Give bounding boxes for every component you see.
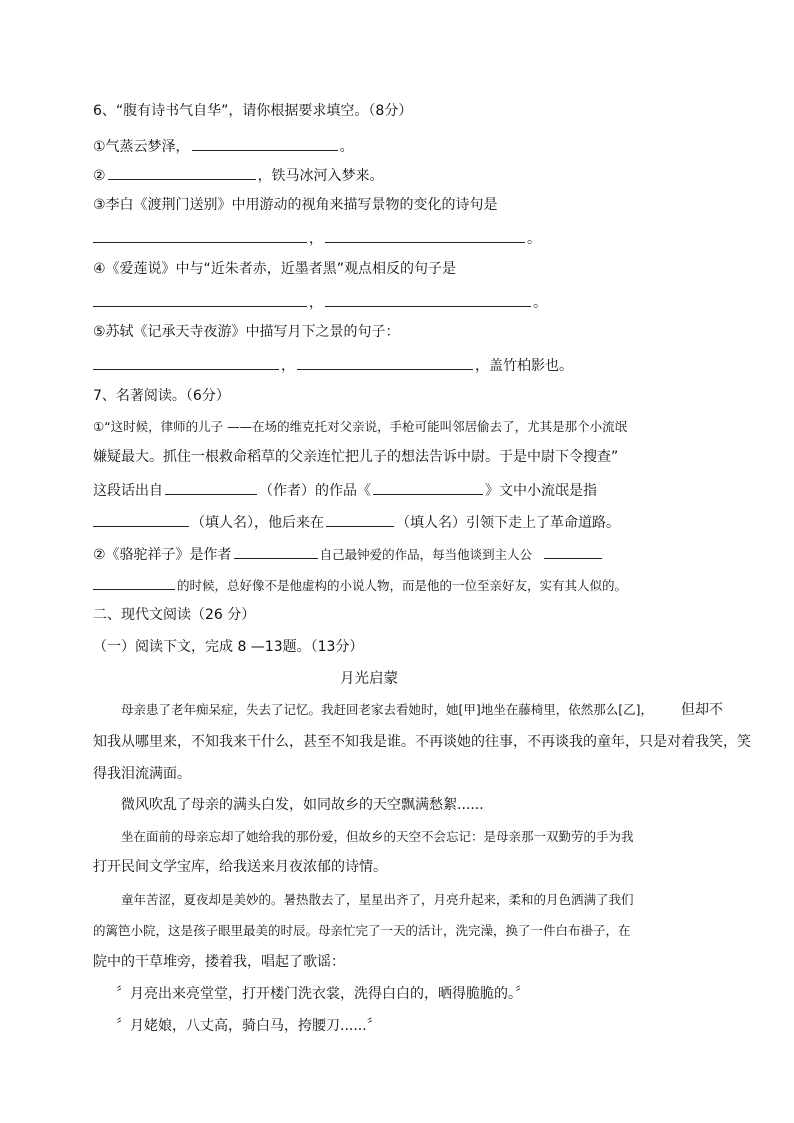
- q7-guide-text: （填人名）引领下走上了革命道路。: [396, 515, 620, 531]
- q7-camel-author-blank[interactable]: [234, 544, 318, 559]
- q7-later-text: （填人名），他后来在: [191, 515, 324, 531]
- q6-item5-comma: ，: [281, 358, 295, 374]
- q6-item1-text: ①气蒸云梦泽，: [93, 139, 190, 155]
- q6-item2-text: ，铁马冰河入梦来。: [257, 168, 384, 184]
- p4-line3: 院中的干草堆旁，搂着我，唱起了歌谣：: [93, 954, 345, 970]
- section2-subheader: （一）阅读下文，完成 8 —13题。（13分）: [93, 639, 364, 655]
- q6-item2: [93, 165, 384, 185]
- q6-item1-end: 。: [339, 139, 354, 155]
- q7-para1-line2: 嫌疑最大。抓住一根救命稻草的父亲连忙把儿子的想法告诉中尉。于是中尉下令搜查”: [93, 449, 619, 465]
- q7-protagonist-blank-2[interactable]: [93, 575, 175, 590]
- q7-source-text: 这段话出自: [93, 483, 163, 499]
- q6-item5-prompt: ⑤苏轼《记承天寺夜游》中描写月下之景的句子：: [93, 324, 400, 340]
- q7-para2-line1: [93, 544, 604, 564]
- q6-item3-blank-2[interactable]: [325, 228, 525, 243]
- q6-item3-blank-1[interactable]: [93, 228, 307, 243]
- q7-ruffian-text: 》文中小流氓是指: [485, 483, 597, 499]
- q6-item1-blank[interactable]: [192, 136, 338, 151]
- q7-friend-text: 的时候，总好像不是他虚构的小说人物，而是他的一位至亲好友，实有其人似的。: [177, 578, 628, 593]
- q7-work-text: （作者）的作品《: [259, 483, 371, 499]
- q7-header: 7、名著阅读。（6分）: [93, 388, 230, 404]
- q7-favorite-text: 自己最钟爱的作品，每当他谈到主人公: [319, 547, 533, 562]
- q6-item3-prompt: ③李白《渡荆门送别》中用游动的视角来描写景物的变化的诗句是: [93, 197, 498, 213]
- q6-item2-blank[interactable]: [108, 165, 256, 180]
- p1-line1-text: 母亲患了老年痴呆症，失去了记忆。我赶回老家去看她时，她[甲]地坐在藤椅里，依然那么[乙]，: [121, 702, 654, 717]
- q7-para1-line1: ①“这时候，律师的儿子 ——在场的维克托对父亲说，手枪可能叫邻居偷去了，尤其是那个小流氓: [93, 419, 628, 434]
- q6-item4-blank-1[interactable]: [93, 292, 307, 307]
- q6-item5-blank-2[interactable]: [297, 355, 473, 370]
- song-line-1: 〞月亮出来亮堂堂，打开楼门洗衣裳，洗得白白的，晒得脆脆的。〞: [116, 986, 529, 1002]
- section2-header: 二、现代文阅读（26 分）: [93, 607, 256, 623]
- p4-line2: 的篱笆小院，这是孩子眼里最美的时辰。母亲忙完了一天的活计，洗完澡，换了一件白布褂子，在: [93, 923, 631, 938]
- q6-item4-end: 。: [533, 295, 547, 311]
- p1-line3: 得我泪流满面。: [93, 766, 191, 782]
- q6-item4-prompt: ④《爱莲说》中与“近朱者赤，近墨者黑”观点相反的句子是: [93, 261, 457, 277]
- q7-work-blank[interactable]: [373, 480, 483, 495]
- q6-item4-blank-2[interactable]: [325, 292, 531, 307]
- q6-item1: [93, 136, 354, 156]
- q6-header: 6、“腹有诗书气自华”，请你根据要求填空。（8分）: [93, 103, 413, 119]
- song-line-2: 〞月姥娘，八丈高，骑白马，挎腰刀......〞: [116, 1018, 381, 1034]
- q6-item5-answer: [93, 355, 573, 375]
- p1-line1-end: 但却不: [681, 702, 724, 718]
- q7-para1-line3: [93, 480, 597, 500]
- q6-item3-comma: ，: [309, 231, 323, 247]
- q6-item5-blank-1[interactable]: [93, 355, 279, 370]
- q6-item5-end: ，盖竹柏影也。: [475, 358, 573, 374]
- q7-para1-line4: [93, 512, 620, 532]
- q6-item4-comma: ，: [309, 295, 323, 311]
- q7-camel-text: ②《骆驼祥子》是作者: [93, 547, 232, 563]
- p1-line2: 知我从哪里来，不知我来干什么，甚至不知我是谁。不再谈她的往事，不再谈我的童年，只是对着我笑，笑: [93, 734, 751, 750]
- p3-line1: 坐在面前的母亲忘却了她给我的那份爱，但故乡的天空不会忘记：是母亲那一双勤劳的手为我: [121, 829, 634, 844]
- p4-line1: 童年苦涩，夏夜却是美妙的。暑热散去了，星星出齐了，月亮升起来，柔和的月色洒满了我们: [121, 892, 634, 907]
- q7-name-blank-1[interactable]: [93, 512, 189, 527]
- p3-line2: 打开民间文学宝库，给我送来月夜浓郁的诗情。: [93, 859, 387, 875]
- q6-item4-answer: [93, 292, 547, 312]
- p2: 微风吹乱了母亲的满头白发，如同故乡的天空飘满愁絮......: [121, 797, 484, 813]
- q7-name-blank-2[interactable]: [326, 512, 394, 527]
- q7-para2-line2: [93, 575, 627, 595]
- q6-item3-answer: [93, 228, 541, 248]
- q7-author-blank[interactable]: [165, 480, 257, 495]
- q6-item2-num: ②: [93, 168, 106, 184]
- q6-item3-end: 。: [527, 231, 541, 247]
- p1-line1: [121, 701, 723, 719]
- q7-protagonist-blank[interactable]: [544, 544, 602, 559]
- article-title: 月光启蒙: [340, 671, 398, 687]
